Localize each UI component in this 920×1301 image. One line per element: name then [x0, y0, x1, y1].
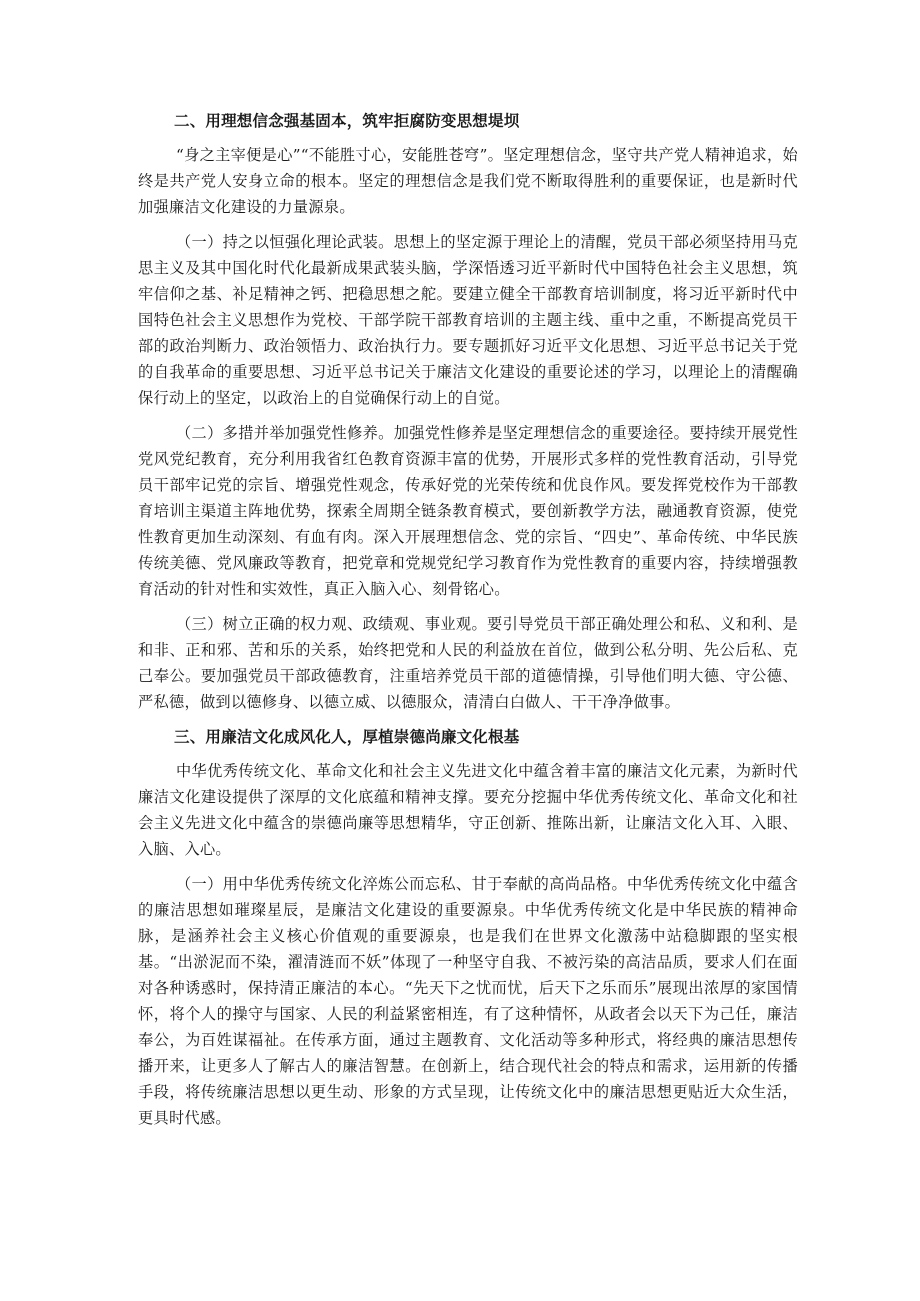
section-heading-2: 二、用理想信念强基固本，筑牢拒腐防变思想堤坝 — [174, 112, 520, 130]
document-page — [138, 108, 798, 1140]
paragraph: 中华优秀传统文化、革命文化和社会主义先进文化中蕴含着丰富的廉洁文化元素，为新时代廉洁文化建设提供了深厚的文化底蕴和精神支撑。要充分挖掘中华优秀传统文化、革命文化和社会主义先进文化中蕴含的崇德尚廉等思想精华，守正创新、推陈出新，让廉洁文化入耳、入眼、入脑、入心。 — [138, 762, 798, 858]
paragraph: （二）多措并举加强党性修养。加强党性修养是坚定理想信念的重要途径。要持续开展党性党风党纪教育，充分利用我省红色教育资源丰富的优势，开展形式多样的党性教育活动，引导党员干部牢记党的宗旨、增强党性观念，传承好党的光荣传统和优良作风。要发挥党校作为干部教育培训主渠道主阵地优势，探索全周期全链条教育模式，要创新教学方法，融通教育资源，使党性教育更加生动深刻、有血有肉。深入开展理想信念、党的宗旨、“四史”、革命传统、中华民族传统美德、党风廉政等教育，把党章和党规党纪学习教育作为党性教育的重要内容，持续增强教育活动的针对性和实效性，真正入脑入心、刻骨铭心。 — [138, 424, 798, 598]
paragraph: （一）持之以恒强化理论武装。思想上的坚定源于理论上的清醒，党员干部必须坚持用马克思主义及其中国化时代化最新成果武装头脑，学深悟透习近平新时代中国特色社会主义思想，筑牢信仰之基、补足精神之钙、把稳思想之舵。要建立健全干部教育培训制度，将习近平新时代中国特色社会主义思想作为党校、干部学院干部教育培训的主题主线、重中之重，不断提高党员干部的政治判断力、政治领悟力、政治执行力。要专题抓好习近平文化思想、习近平总书记关于党的自我革命的重要思想、习近平总书记关于廉洁文化建设的重要论述的学习，以理论上的清醒确保行动上的坚定，以政治上的自觉确保行动上的自觉。 — [138, 233, 798, 407]
paragraph: （三）树立正确的权力观、政绩观、事业观。要引导党员干部正确处理公和私、义和利、是和非、正和邪、苦和乐的关系，始终把党和人民的利益放在首位，做到公私分明、先公后私、克己奉公。要加强党员干部政德教育，注重培养党员干部的道德情操，引导他们明大德、守公德、严私德，做到以德修身、以德立威、以德服众，清清白白做人、干干净净做事。 — [138, 615, 798, 711]
paragraph: （一）用中华优秀传统文化淬炼公而忘私、甘于奉献的高尚品格。中华优秀传统文化中蕴含的廉洁思想如璀璨星辰，是廉洁文化建设的重要源泉。中华优秀传统文化是中华民族的精神命脉，是涵养社会主义核心价值观的重要源泉，也是我们在世界文化激荡中站稳脚跟的坚实根基。“出淤泥而不染，濯清涟而不妖”体现了一种坚守自我、不被污染的高洁品质，要求人们在面对各种诱惑时，保持清正廉洁的本心。“先天下之忧而忧，后天下之乐而乐”展现出浓厚的家国情怀，将个人的操守与国家、人民的利益紧密相连，有了这种情怀，从政者会以天下为己任，廉洁奉公，为百姓谋福祉。在传承方面，通过主题教育、文化活动等多种形式，将经典的廉洁思想传播开来，让更多人了解古人的廉洁智慧。在创新上，结合现代社会的特点和需求，运用新的传播手段，将传统廉洁思想以更生动、形象的方式呈现，让传统文化中的廉洁思想更贴近大众生活，更具时代感。 — [138, 875, 798, 1127]
section-heading-3: 三、用廉洁文化成风化人，厚植崇德尚廉文化根基 — [174, 728, 520, 746]
paragraph: “身之主宰便是心”“不能胜寸心，安能胜苍穹”。坚定理想信念，坚守共产党人精神追求，始终是共产党人安身立命的根本。坚定的理想信念是我们党不断取得胜利的重要保证，也是新时代加强廉洁文化建设的力量源泉。 — [138, 146, 798, 216]
